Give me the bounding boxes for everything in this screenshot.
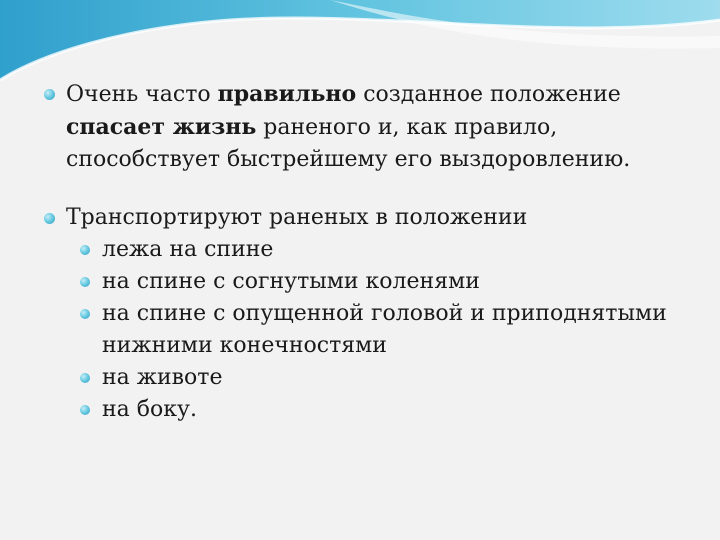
- bold-text-run: правильно: [217, 81, 357, 107]
- bullet-dot-icon: [44, 213, 55, 224]
- text-run: созданное положение: [356, 82, 621, 107]
- bullet-dot-icon: [80, 309, 90, 319]
- sub-item-text: лежа на спине: [102, 237, 274, 262]
- sub-item-text: на спине с согнутыми коленями: [102, 269, 480, 294]
- sub-item: [80, 394, 704, 426]
- sub-item: [80, 234, 704, 266]
- bullet-2-text: Транспортируют раненых в положении: [66, 205, 528, 230]
- slide-content: [44, 78, 704, 426]
- sub-item-text: на спине с опущенной головой и приподнятыми нижними конечностями: [102, 301, 667, 358]
- bullet-item-2: [44, 202, 704, 426]
- bullet-dot-icon: [44, 89, 55, 100]
- bullet-1-text: [66, 82, 630, 172]
- sub-list: [66, 234, 704, 426]
- sub-item-text: на боку.: [102, 397, 197, 422]
- bullet-dot-icon: [80, 245, 90, 255]
- bullet-dot-icon: [80, 277, 90, 287]
- sub-item: [80, 266, 704, 298]
- bullet-item-1: [44, 78, 704, 176]
- text-run: Очень часто: [66, 82, 218, 107]
- sub-item: [80, 362, 704, 394]
- bold-text-run: спасает жизнь: [66, 114, 257, 140]
- bullet-dot-icon: [80, 373, 90, 383]
- sub-item-text: на животе: [102, 365, 223, 390]
- sub-item: [80, 298, 704, 362]
- bullet-dot-icon: [80, 405, 90, 415]
- text-run: раненого и, как правило, способствует быстрейшему его выздоровлению.: [66, 115, 631, 172]
